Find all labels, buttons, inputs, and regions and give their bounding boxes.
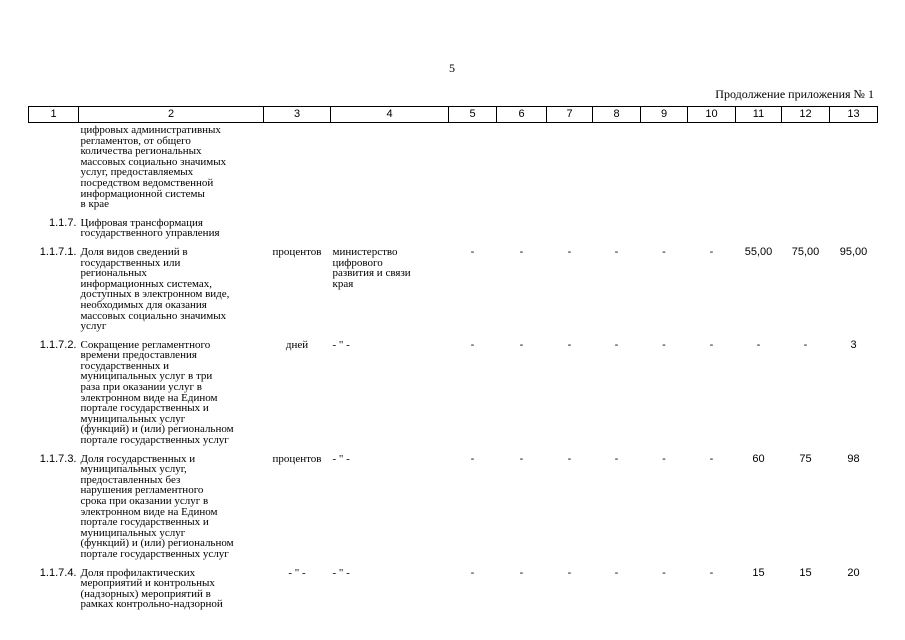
indicator-value-col-5: [449, 123, 497, 218]
table-row: [29, 123, 878, 218]
indicator-number: [29, 123, 79, 218]
indicator-value-col-11: [736, 123, 782, 218]
indicator-value-col-11: [736, 218, 782, 247]
column-header-3: 3: [264, 107, 331, 123]
indicator-value-col-8: -: [614, 566, 619, 579]
unit-of-measure: процентов: [272, 245, 322, 258]
indicator-value-col-8: [593, 123, 641, 218]
indicator-value-col-9: [641, 123, 688, 218]
indicator-value-col-10: [688, 123, 736, 218]
indicator-value-col-6: -: [519, 452, 524, 465]
indicator-name: Доля видов сведений в государственных или региональных информационных системах, доступных в электронном виде, необходимых для оказания массовых социально значимых услуг: [80, 245, 230, 333]
column-header-10: 10: [688, 107, 736, 123]
indicator-name: Доля государственных и муниципальных услуг, предоставленных без нарушения регламентного срока при оказании услуг в электронном виде на Едином портале государственных и муниципальных услуг (функций) и (или) региональном портале государственных услуг: [80, 452, 234, 560]
indicator-value-col-7: [547, 218, 593, 247]
indicator-value-col-9: -: [662, 566, 666, 579]
indicator-value-col-6: -: [519, 566, 524, 579]
indicator-value-col-7: -: [567, 245, 572, 258]
indicator-value-col-9: -: [662, 245, 666, 258]
table-row: [29, 218, 878, 247]
indicator-value-col-13: [830, 123, 878, 218]
indicator-value-col-13: 98: [847, 452, 860, 465]
indicator-number: 1.1.7.2.: [39, 338, 77, 351]
indicators-table: [28, 106, 878, 618]
indicator-value-col-8: -: [614, 452, 619, 465]
indicator-value-col-5: -: [470, 452, 475, 465]
responsible-executor: - " -: [332, 566, 350, 579]
indicator-value-col-7: -: [567, 566, 572, 579]
unit-of-measure: [264, 123, 331, 218]
responsible-executor: [331, 218, 449, 247]
unit-of-measure: - " -: [288, 566, 306, 579]
indicator-value-col-10: -: [709, 452, 714, 465]
appendix-continuation-label: Продолжение приложения № 1: [715, 87, 874, 101]
indicator-value-col-12: 15: [799, 566, 812, 579]
indicator-value-col-7: -: [567, 338, 572, 351]
indicator-value-col-5: -: [470, 245, 475, 258]
column-header-12: 12: [782, 107, 830, 123]
responsible-executor: [331, 123, 449, 218]
column-header-4: 4: [331, 107, 449, 123]
indicator-value-col-13: 20: [847, 566, 860, 579]
indicator-value-col-8: -: [614, 338, 619, 351]
indicator-value-col-11: 55,00: [744, 245, 773, 258]
unit-of-measure: дней: [285, 338, 309, 351]
indicator-value-col-6: [497, 123, 547, 218]
indicator-name: Доля профилактических мероприятий и контрольных (надзорных) мероприятий в рамках контрольно-надзорной: [80, 566, 223, 611]
indicator-name: Сокращение регламентного времени предоставления государственных и муниципальных услуг в три раза при оказании услуг в электронном виде на Едином портале государственных и муниципальных услуг (функций) и (или) региональном портале государственных услуг: [80, 338, 234, 447]
indicator-number: 1.1.7.: [48, 216, 77, 229]
indicator-value-col-11: 15: [752, 566, 765, 579]
unit-of-measure: процентов: [272, 452, 322, 465]
indicator-value-col-12: -: [803, 338, 808, 351]
indicator-name: цифровых административных регламентов, от общего количества региональных массовых социально значимых услуг, предоставляемых посредством ведомственной информационной системы в крае: [80, 124, 227, 211]
table-body: [29, 123, 878, 618]
table-row: [29, 454, 878, 568]
indicator-value-col-13: 95,00: [839, 245, 868, 258]
indicator-value-col-11: 60: [752, 452, 765, 465]
indicator-value-col-8: [593, 218, 641, 247]
indicator-number: 1.1.7.3.: [39, 452, 77, 465]
indicator-value-col-10: -: [709, 245, 714, 258]
column-header-6: 6: [497, 107, 547, 123]
indicator-value-col-12: 75: [799, 452, 812, 465]
responsible-executor: - " -: [332, 452, 350, 465]
column-header-8: 8: [593, 107, 641, 123]
indicator-value-col-11: -: [756, 338, 761, 351]
indicator-name: Цифровая трансформация государственного управления: [80, 216, 220, 240]
indicator-value-col-12: 75,00: [791, 245, 820, 258]
indicator-value-col-13: 3: [850, 338, 857, 351]
unit-of-measure: [264, 218, 331, 247]
table-row: [29, 568, 878, 618]
indicator-value-col-6: [497, 218, 547, 247]
column-header-row: [29, 107, 878, 123]
indicator-value-col-6: -: [519, 245, 524, 258]
column-header-13: 13: [830, 107, 878, 123]
indicator-value-col-10: -: [709, 566, 714, 579]
indicator-value-col-9: -: [662, 452, 666, 465]
column-header-7: 7: [547, 107, 593, 123]
indicator-value-col-5: -: [470, 338, 475, 351]
table-row: [29, 247, 878, 340]
indicator-value-col-10: [688, 218, 736, 247]
indicator-value-col-12: [782, 218, 830, 247]
indicator-value-col-9: -: [662, 338, 666, 351]
indicator-value-col-8: -: [614, 245, 619, 258]
column-header-11: 11: [736, 107, 782, 123]
responsible-executor: - " -: [332, 338, 350, 351]
column-header-2: 2: [79, 107, 264, 123]
indicator-value-col-6: -: [519, 338, 524, 351]
indicator-value-col-7: [547, 123, 593, 218]
column-header-1: 1: [29, 107, 79, 123]
indicator-value-col-5: [449, 218, 497, 247]
indicator-value-col-7: -: [567, 452, 572, 465]
indicator-value-col-9: [641, 218, 688, 247]
indicator-value-col-13: [830, 218, 878, 247]
indicator-value-col-12: [782, 123, 830, 218]
column-header-5: 5: [449, 107, 497, 123]
table-row: [29, 340, 878, 454]
page-number: 5: [449, 61, 455, 75]
responsible-executor: министерство цифрового развития и связи края: [332, 245, 411, 290]
indicator-number: 1.1.7.4.: [39, 566, 77, 579]
indicator-value-col-10: -: [709, 338, 714, 351]
indicator-value-col-5: -: [470, 566, 475, 579]
indicator-number: 1.1.7.1.: [39, 245, 77, 258]
column-header-9: 9: [641, 107, 688, 123]
